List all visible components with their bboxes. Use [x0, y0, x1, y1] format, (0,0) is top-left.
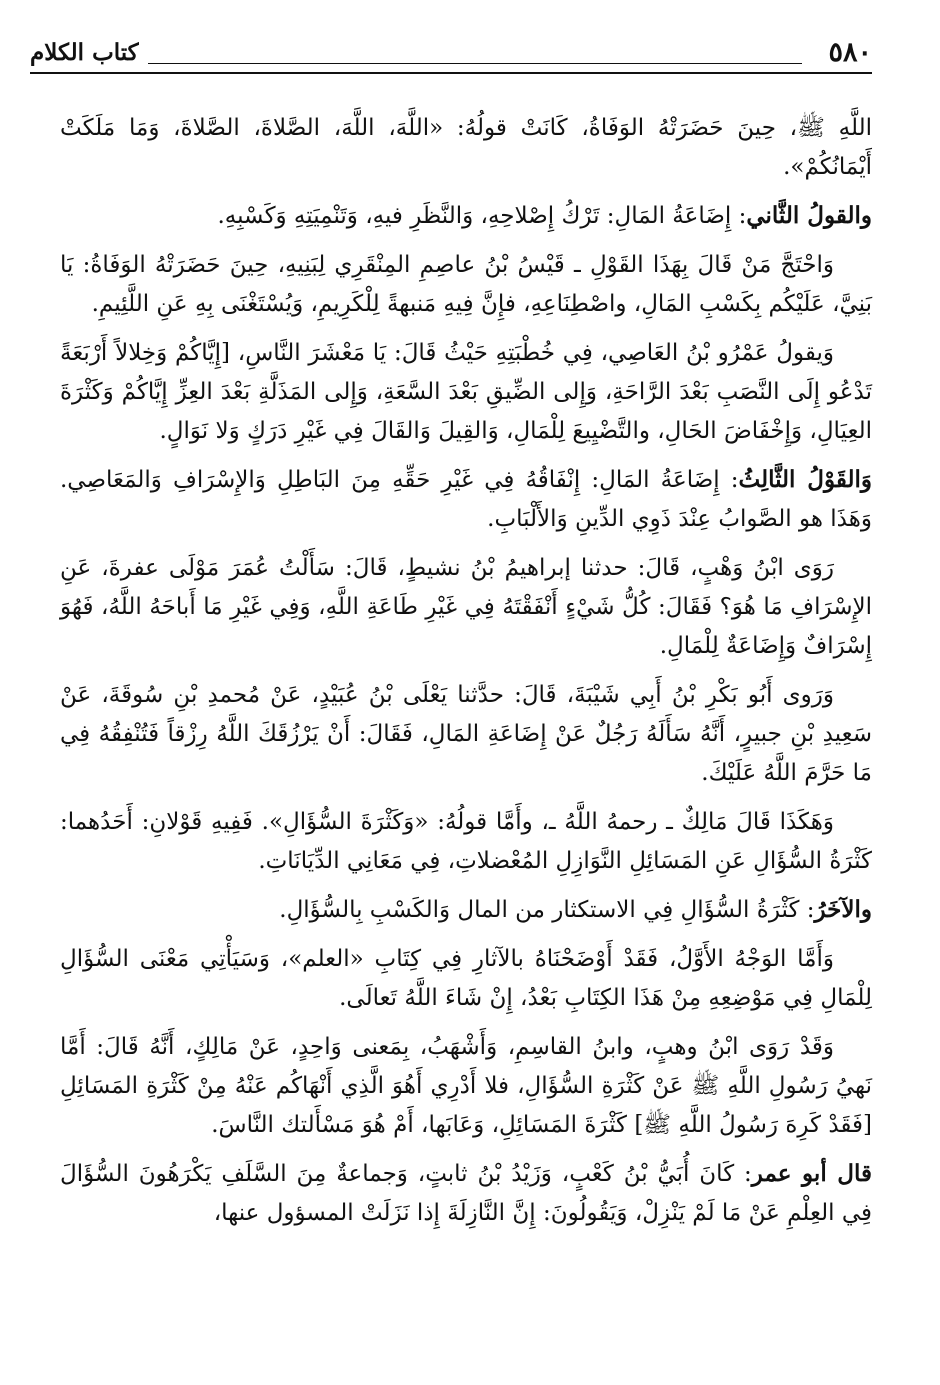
section-lead: والآخَرُ [814, 896, 872, 923]
paragraph: قال أبو عمر: كَانَ أُبَيُّ بْنُ كَعْبٍ، وَزَيْدُ بْنُ ثابتٍ، وَجماعةٌ مِنَ السَّلَفِ يَكْرَهُونَ السُّؤَالَ فِي العِلْمِ عَنْ مَا لَمْ يَنْزِلْ، وَيَقُولُونَ: إِنَّ النَّازِلَةَ إِذا نَزَلَتْ المسؤول عنها، [60, 1160, 872, 1226]
body-text [60, 108, 872, 1242]
paragraph: والآخَرُ: كَثْرَةُ السُّؤَالِ فِي الاستكثار من المال وَالكَسْبِ بِالسُّؤَالِ. [279, 896, 872, 923]
paragraph: وَهَكَذَا قَالَ مَالِكٌ ـ رحمهُ اللَّهُ ـ، وأَمَّا قولُهُ: «وَكَثْرَةَ السُّؤَالِ». فَفِيهِ قَوْلانِ: أَحَدُهما: كَثْرَةُ السُّؤَالِ عَنِ المَسَائِلِ النَّوَازِلِ المُعْضلاتِ، فِي مَعَانِي الدِّيَانَاتِ. [60, 809, 872, 874]
header-underline [148, 63, 802, 64]
paragraph: وَرَوى أَبُو بَكْرِ بْنُ أَبِي شَيْبَةَ، قَالَ: حدَّثنا يَعْلَى بْنُ عُبَيْدٍ، عَنْ مُحمدِ بْنِ سُوقَةَ، عَنْ سَعِيدِ بْنِ جبيرٍ، أَنَّهُ سَأَلَهُ رَجُلٌ عَنْ إِضَاعَةِ المَالِ، فَقَالَ: أَنْ يَرْزُقَكَ اللَّهُ رِزْقاً فَتُنْفِقُهُ فِي مَا حَرَّمَ اللَّهُ عَلَيْكَ. [60, 682, 872, 786]
paragraph: وَيقولُ عَمْرُو بْنُ العَاصِي، فِي خُطْبَتِهِ حَيْثُ قَالَ: يَا مَعْشَرَ النَّاسِ، [إِيَّاكُمْ وَخِلالاً أَرْبَعَةً تَدْعُو إِلَى النَّصَبِ بَعْدَ الرَّاحَةِ، وَإِلى الضِّيقِ بَعْدَ السَّعَةِ، وَإِلى المَذَلَّةِ بَعْدَ العِزِّ إِيَّاكُمْ وَكَثْرَةَ العِيَالِ، وَإِخْفَاضَ الحَالِ، والتَّضْيِيعَ لِلْمَالِ، وَالقِيلَ وَالقَالَ فِي غَيْرِ دَرَكٍ وَلا نَوَالٍ. [60, 340, 872, 444]
section-lead: قال أبو عمر [751, 1160, 872, 1187]
header-rule [30, 72, 872, 74]
page-number: ٥٨٠ [828, 37, 872, 68]
paragraph: رَوَى ابْنُ وَهْبٍ، قَالَ: حدثنا إبراهيمُ بْنُ نشيطٍ، قَالَ: سَأَلْتُ عُمَرَ مَوْلَى عفرةَ، عَنِ الإِسْرَافِ مَا هُوَ؟ فَقَالَ: كُلُّ شَيْءٍ أَنْفَقْتَهُ فِي غَيْرِ طَاعَةِ اللَّهِ، وَفِي غَيْرِ مَا أَباحَهُ اللَّهُ، فَهُوَ إِسْرَافٌ وَإِضَاعَةٌ لِلْمَالِ. [60, 555, 872, 659]
paragraph: وَقَدْ رَوَى ابْنُ وهبٍ، وابنُ القاسِمِ، وَأَشْهَبُ، بِمَعنى وَاحِدٍ، عَنْ مَالِكٍ، أَنَّهُ قَالَ: أَمَّا نَهيُ رَسُولِ اللَّهِ ﷺ عَنْ كَثْرَةِ السُّؤَالِ، فلا أَدْرِي أَهُوَ الَّذِي أَنْهَاكُم عَنْهُ مِنْ كَثْرَةِ المَسَائِلِ [فَقَدْ كَرِهَ رَسُولُ اللَّهِ ﷺ] كَثْرَةَ المَسَائِلِ، وَعَابَها، أَمْ هُوَ مَسْأَلتك النَّاسَ. [60, 1034, 872, 1138]
book-title: كتاب الكلام [30, 39, 139, 66]
paragraph: وَأَمَّا الوَجْهُ الأَوَّلُ، فَقَدْ أَوْضَحْنَاهُ بالآثارِ فِي كِتَابِ «العلم»، وَسَيَأْتِي مَعْنَى السُّؤَالِ لِلْمَالِ فِي مَوْضِعِهِ مِنْ هَذَا الكِتَابِ بَعْدُ، إِنْ شَاءَ اللَّهُ تَعالَى. [60, 946, 872, 1011]
section-lead: والقولُ الثَّاني [746, 202, 872, 229]
paragraph: وَالقَوْلُ الثَّالِثُ: إِضَاعَةُ المَالِ: إِنْفَاقُهُ فِي غَيْرِ حَقِّهِ مِنَ البَاطِلِ وَالإِسْرَافِ وَالمَعَاصِي. وَهَذَا هو الصَّوابُ عِنْدَ ذَوِي الدِّينِ وَالأَلْبَابِ. [60, 466, 872, 532]
paragraph: والقولُ الثَّاني: إِضَاعَةُ المَالِ: تَرْكُ إِصْلاحِهِ، وَالنَّظَرِ فيهِ، وَتَنْمِيَتِهِ وَكَسْبِهِ. [217, 202, 872, 229]
paragraph: وَاحْتَجَّ مَنْ قَالَ بِهَذَا القَوْلِ ـ قَيْسُ بْنُ عاصِمِ المِنْقَرِي لِبَنِيهِ، حِينَ حَضَرَتْهُ الوَفَاةُ: يَا بَنِيَّ، عَلَيْكُم بِكَسْبِ المَالِ، واصْطِنَاعِهِ، فإِنَّ فِيهِ مَنبهةً لِلْكَرِيمِ، وَيُسْتَغْنَى بِهِ عَنِ اللَّئِيمِ. [60, 252, 872, 317]
paragraph: اللَّهِ ﷺ، حِينَ حَضَرَتْهُ الوَفَاةُ، كَانَتْ قولُهُ: «اللَّهَ، اللَّهَ، الصَّلاةَ، الصَّلاةَ، وَمَا مَلَكَتْ أَيْمَانُكُمْ». [60, 115, 872, 180]
section-lead: وَالقَوْلُ الثَّالِثُ [738, 466, 872, 493]
